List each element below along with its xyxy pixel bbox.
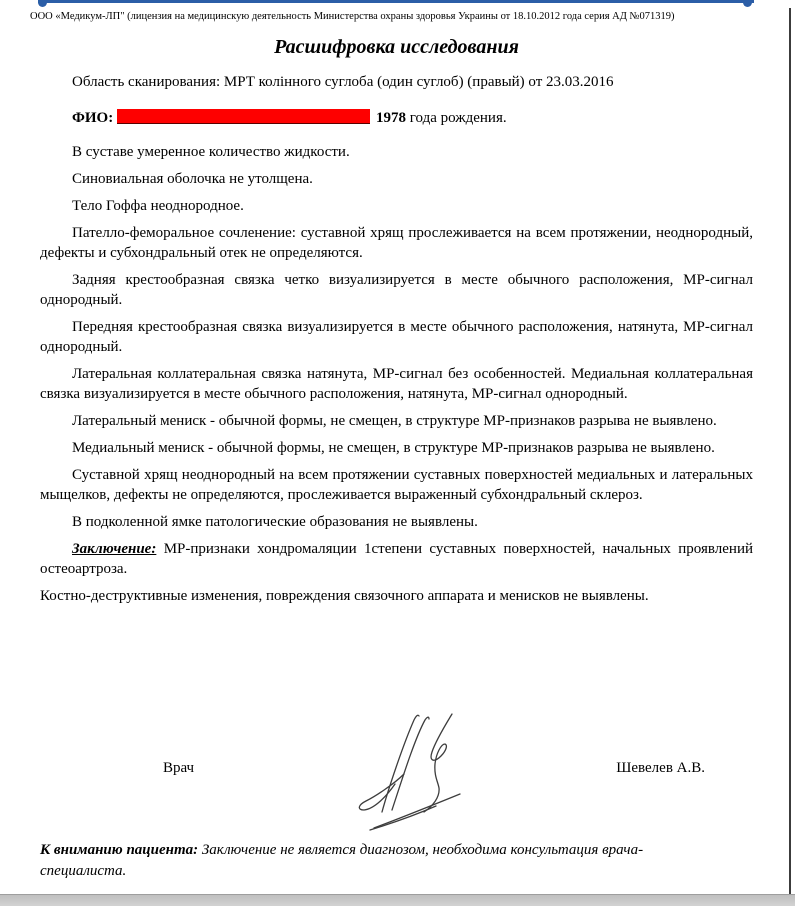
finding-paragraph: Пателло-феморальное сочленение: суставной хрящ прослеживается на всем протяжении, неоднородный, дефекты и субхондральный отек не определяются. [40,225,753,261]
redacted-patient-name [117,109,370,124]
finding-paragraph: В подколенной ямке патологические образования не выявлены. [72,514,478,530]
page-right-border [789,8,791,895]
line-endpoint-dot-left [38,0,47,7]
birth-year: 1978 [375,110,406,126]
doctor-role-label: Врач [163,760,195,776]
fio-label: ФИО: [72,110,114,126]
bottom-scrollbar[interactable] [0,894,795,906]
finding-paragraph: Задняя крестообразная связка четко визуализируется в месте обычного расположения, МР-сигнал однородный. [40,272,753,308]
finding-paragraph: Передняя крестообразная связка визуализируется в месте обычного расположения, натянута, МР-сигнал однородный. [40,319,753,355]
document-title: Расшифровка исследования [274,36,519,58]
conclusion-label: Заключение: [72,541,157,557]
patient-notice [40,840,720,882]
conclusion-text: МР-признаки хондромаляции 1степени суставных поверхностей, начальных проявлений остеоартроза. [40,541,753,577]
signature-row [40,758,753,778]
finding-paragraph: Суставной хрящ неоднородный на всем протяжении суставных поверхностей медиальных и латеральных мыщелков, дефекты не определяются, прослеживается выраженный субхондральный склероз. [40,467,753,503]
conclusion-paragraph [40,539,753,579]
finding-paragraph: Тело Гоффа неоднородное. [72,198,244,214]
final-summary-line: Костно-деструктивные изменения, повреждения связочного аппарата и менисков не выявлены. [40,588,649,604]
patient-line [40,108,753,128]
notice-label: К вниманию пациента: [40,842,199,858]
scan-area-line: Область сканирования: МРТ колінного суглоба (один суглоб) (правый) от 23.03.2016 [72,74,614,90]
top-divider-line [38,0,754,3]
document-body [40,34,753,613]
birth-year-suffix: года рождения. [405,110,507,126]
finding-paragraph: Латеральная коллатеральная связка натянута, МР-сигнал без особенностей. Медиальная коллатеральная связка визуализируется в месте обычного расположения, натянута, МР-сигнал однородный. [40,366,753,402]
doctor-name: Шевелев А.В. [616,760,705,776]
notice-text: Заключение не является диагнозом, необходима консультация врача-специалиста. [40,842,644,879]
finding-paragraph: В суставе умеренное количество жидкости. [72,144,350,160]
clinic-license-header: ООО «Медикум-ЛП" (лицензия на медицинскую деятельность Министерства охраны здоровья Украины от 18.10.2012 года серия АД №071319) [30,11,675,22]
finding-paragraph: Синовиальная оболочка не утолщена. [72,171,313,187]
finding-paragraph: Латеральный мениск - обычной формы, не смещен, в структуре МР-признаков разрыва не выявлено. [72,413,717,429]
finding-paragraph: Медиальный мениск - обычной формы, не смещен, в структуре МР-признаков разрыва не выявлено. [72,440,715,456]
line-endpoint-dot-right [743,0,752,7]
